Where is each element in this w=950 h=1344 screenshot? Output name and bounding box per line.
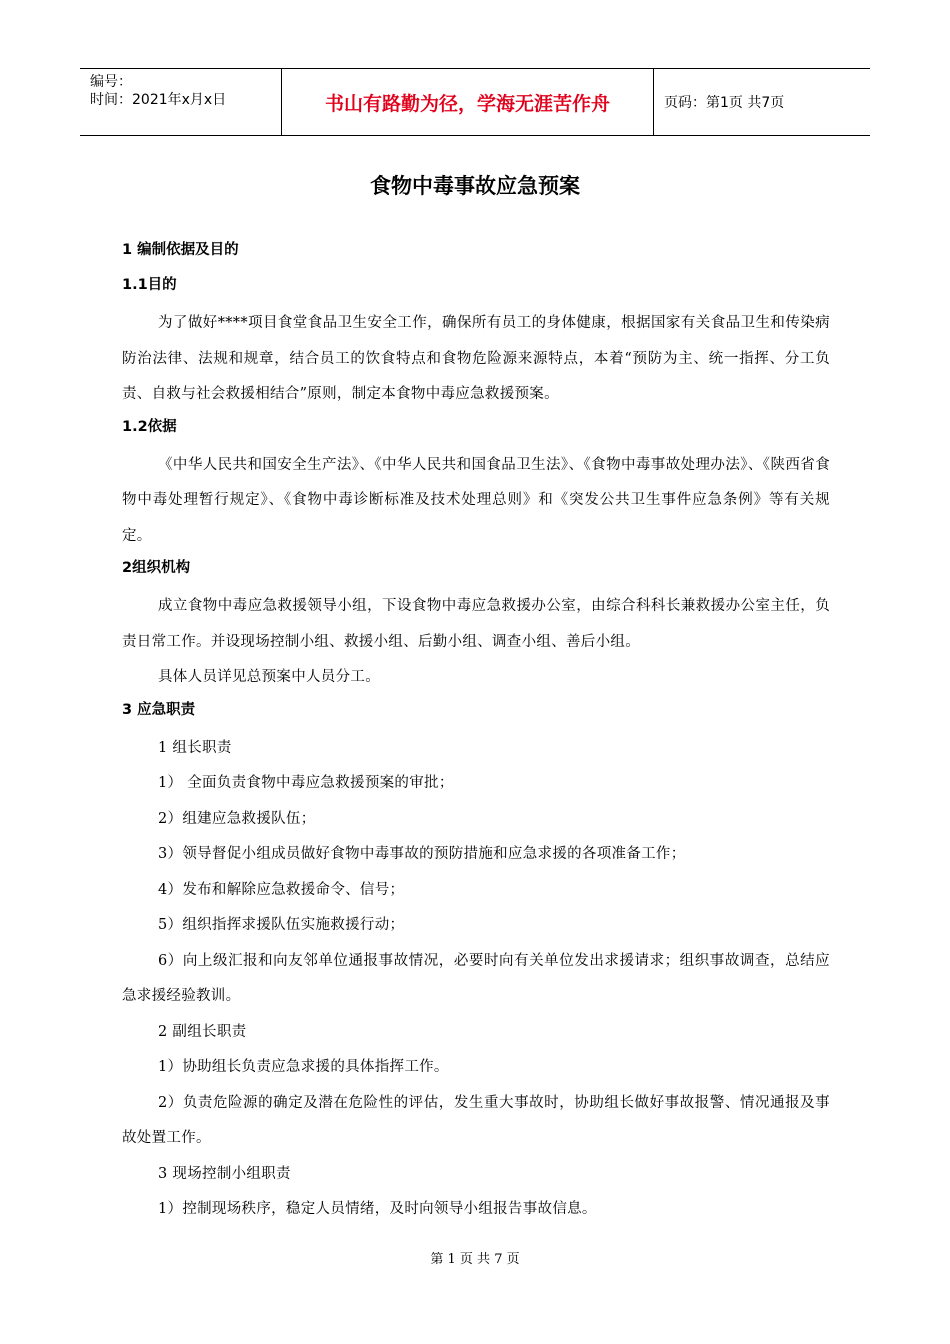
section-heading: 3 应急职责	[122, 701, 196, 718]
page-footer: 第 1 页 共 7 页	[430, 1252, 520, 1267]
body-paragraph: 1）协助组长负责应急求援的具体指挥工作。	[158, 1059, 449, 1075]
body-paragraph: 1） 全面负责食物中毒应急救援预案的审批；	[158, 775, 454, 791]
body-paragraph: 6）向上级汇报和向友邻单位通报事故情况，必要时向有关单位发出求援请求；组织事故调查，总结应急求援经验教训。	[122, 952, 830, 1004]
document-time-label: 时间：2021年x月x日	[90, 92, 227, 108]
document-number-label: 编号：	[90, 74, 132, 90]
body-paragraph: 4）发布和解除应急救援命令、信号；	[158, 881, 405, 898]
header-left-cell	[80, 69, 281, 135]
body-paragraph: 2 副组长职责	[158, 1023, 247, 1040]
section-heading: 1.1目的	[122, 277, 177, 293]
header-motto: 书山有路勤为径，学海无涯苦作舟	[281, 69, 654, 135]
document-body	[122, 236, 830, 1228]
body-paragraph: 1 组长职责	[158, 739, 232, 756]
body-paragraph: 2）组建应急救援队伍；	[158, 810, 316, 827]
body-paragraph: 2）负责危险源的确定及潜在危险性的评估，发生重大事故时，协助组长做好事故报警、情况通报及事故处置工作。	[122, 1094, 830, 1146]
body-paragraph: 《中华人民共和国安全生产法》、《中华人民共和国食品卫生法》、《食物中毒事故处理办法》、《陕西省食物中毒处理暂行规定》、《食物中毒诊断标准及技术处理总则》和《突发公共卫生事件应急条例》等有关规定。	[122, 456, 830, 544]
document-header-table	[80, 68, 870, 136]
document-title: 食物中毒事故应急预案	[370, 174, 580, 198]
body-paragraph: 5）组织指挥求援队伍实施救援行动；	[158, 917, 405, 933]
section-heading: 1.2依据	[122, 418, 177, 435]
section-heading: 1 编制依据及目的	[122, 242, 239, 258]
body-paragraph: 1）控制现场秩序，稳定人员情绪，及时向领导小组报告事故信息。	[158, 1201, 597, 1217]
body-paragraph: 具体人员详见总预案中人员分工。	[158, 669, 380, 685]
body-paragraph: 3）领导督促小组成员做好食物中毒事故的预防措施和应急求援的各项准备工作；	[158, 846, 686, 862]
section-heading: 2组织机构	[122, 560, 191, 576]
body-paragraph: 为了做好****项目食堂食品卫生安全工作，确保所有员工的身体健康，根据国家有关食品卫生和传染病防治法律、法规和规章，结合员工的饮食特点和食物危险源来源特点，本着“预防为主、统一指挥、分工负责、自救与社会救援相结合”原则，制定本食物中毒应急救援预案。	[122, 315, 830, 402]
body-paragraph: 成立食物中毒应急救援领导小组，下设食物中毒应急救援办公室，由综合科科长兼救援办公室主任，负责日常工作。并设现场控制小组、救援小组、后勤小组、调查小组、善后小组。	[122, 598, 830, 650]
body-paragraph: 3 现场控制小组职责	[158, 1165, 291, 1182]
header-page-info: 页码：第1页 共7页	[664, 95, 785, 111]
